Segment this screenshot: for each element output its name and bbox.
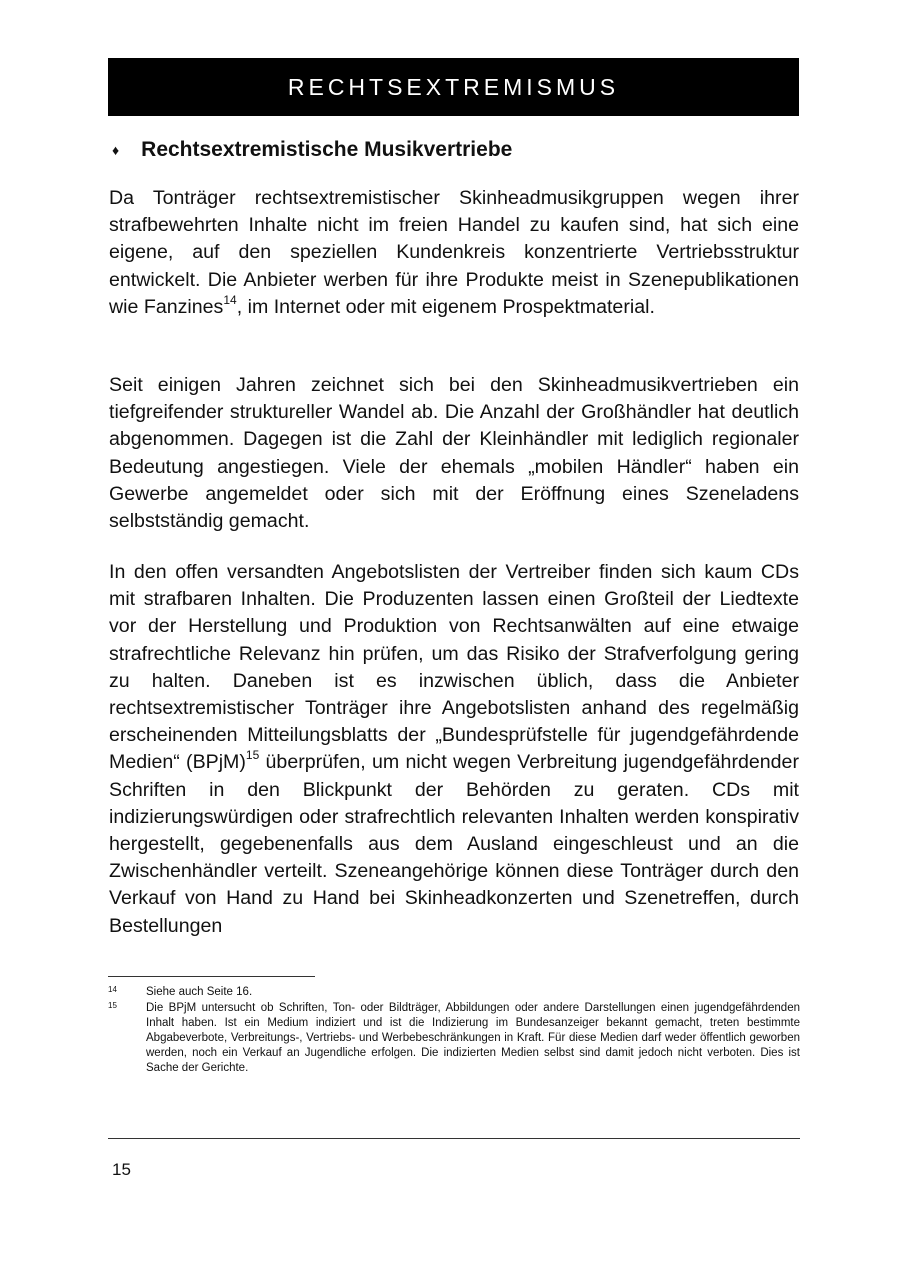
- footnote-ref-15: 15: [245, 748, 260, 763]
- footnote-15: [108, 1001, 800, 1076]
- footnote-text: Siehe auch Seite 16.: [146, 986, 253, 998]
- paragraph-1-text-b: , im Internet oder mit eigenem Prospektmaterial.: [236, 295, 655, 318]
- section-heading-text: Rechtsextremistische Musikvertriebe: [141, 138, 513, 161]
- footnote-14: [108, 985, 800, 1000]
- page-header-title: RECHTSEXTREMISMUS: [287, 73, 620, 100]
- footnote-number: 15: [108, 1001, 117, 1010]
- paragraph-3-text-b: überprüfen, um nicht wegen Verbreitung jugendgefährdender Schriften in den Blickpunkt der Behörden zu geraten. CDs mit indizierungswürdigen oder strafrechtlich relevanten Inhalten werden konspirativ hergestellt, gegebenenfalls aus dem Ausland eingeschleust und an die Zwischenhändler verteilt. Szeneangehörige können diese Tonträger durch den Verkauf von Hand zu Hand bei Skinheadkonzerten und Szenetreffen, durch Bestellungen: [109, 751, 799, 937]
- footnote-divider: [108, 976, 315, 977]
- footnote-number: 14: [108, 985, 117, 994]
- paragraph-1-text-a: Da Tonträger rechtsextremistischer Skinheadmusikgruppen wegen ihrer strafbewehrten Inhalte nicht im freien Handel zu kaufen sind, hat sich eine eigene, auf den speziellen Kundenkreis konzentrierte Vertriebsstruktur entwickelt. Die Anbieter werben für ihre Produkte meist in Szenepublikationen wie Fanzines: [109, 187, 799, 318]
- page-footer-divider: [108, 1138, 800, 1139]
- paragraph-1: [109, 185, 799, 321]
- footnote-text: Die BPjM untersucht ob Schriften, Ton- oder Bildträger, Abbildungen oder andere Darstellungen einen jugendgefährdenden Inhalt haben. Ist ein Medium indiziert und ist die Indizierung im Bundesanzeiger bekannt gemacht, treten bestimmte Abgabeverbote, Verbreitungs-, Vertriebs- und Werbebeschränkungen in Kraft. Für diese Medien darf weder öffentlich geworben werden, noch ein Verkauf an Jugendliche erfolgen. Die indizierten Medien selbst sind damit jedoch nicht verboten. Dies ist Sache der Gerichte.: [146, 1002, 800, 1074]
- footnote-ref-14: 14: [223, 292, 237, 307]
- diamond-bullet-icon: ♦: [112, 142, 120, 158]
- paragraph-2: Seit einigen Jahren zeichnet sich bei den Skinheadmusikvertrieben ein tiefgreifender struktureller Wandel ab. Die Anzahl der Großhändler hat deutlich abgenommen. Dagegen ist die Zahl der Kleinhändler mit lediglich regionaler Bedeutung angestiegen. Viele der ehemals „mobilen Händler“ haben ein Gewerbe angemeldet oder sich mit der Eröffnung eines Szeneladens selbstständig gemacht.: [109, 374, 799, 533]
- page-number: 15: [112, 1160, 131, 1179]
- paragraph-3: [109, 559, 799, 940]
- section-heading: [112, 138, 802, 162]
- page-header-banner: [108, 58, 799, 116]
- paragraph-3-text-a: In den offen versandten Angebotslisten der Vertreiber finden sich kaum CDs mit strafbaren Inhalten. Die Produzenten lassen einen Großteil der Liedtexte vor der Herstellung und Produktion von Rechtsanwälten auf eine etwaige strafrechtliche Relevanz hin prüfen, um das Risiko der Strafverfolgung gering zu halten. Daneben ist es inzwischen üblich, dass die Anbieter rechtsextremistischer Tonträger ihre Angebotslisten anhand des regelmäßig erscheinenden Mitteilungsblatts der „Bundesprüfstelle für jugendgefährdende Medien“ (BPjM): [109, 561, 799, 774]
